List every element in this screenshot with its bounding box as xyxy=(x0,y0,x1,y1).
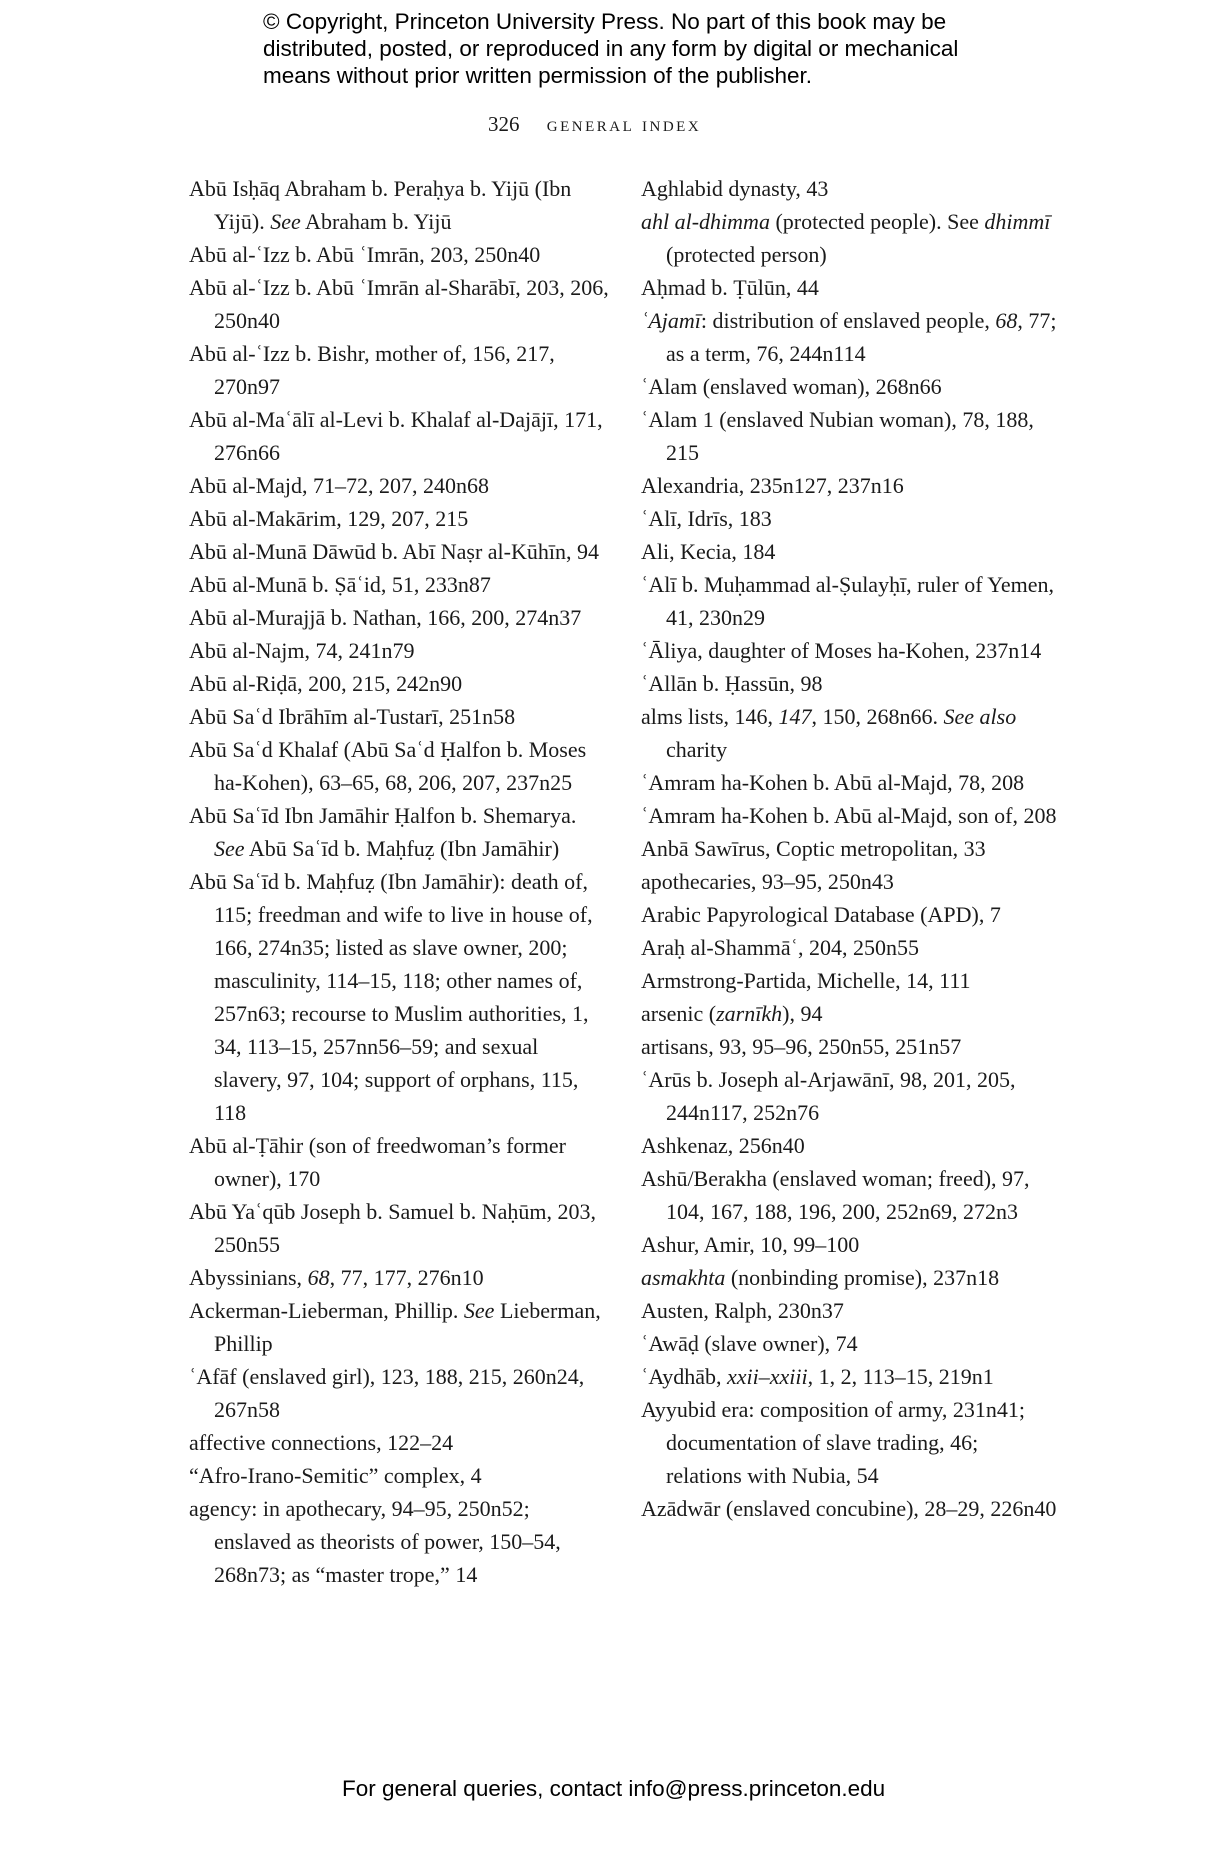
index-entry xyxy=(641,403,1059,469)
index-entry-text: Abyssinians, xyxy=(189,1265,308,1290)
index-entry xyxy=(641,997,1059,1030)
index-entry-text: Armstrong-Partida, Michelle, 14, 111 xyxy=(641,968,971,993)
index-entry-text: Araḥ al-Shammāʿ, 204, 250n55 xyxy=(641,935,919,960)
index-column-left xyxy=(189,172,609,1591)
index-entry xyxy=(641,931,1059,964)
index-entry-text: Ayyubid era: composition of army, 231n41; documentation of slave trading, 46; relations with Nubia, 54 xyxy=(641,1397,1025,1488)
index-entry xyxy=(189,271,609,337)
index-entry xyxy=(189,1195,609,1261)
index-entry-text: Abū al-Najm, 74, 241n79 xyxy=(189,638,415,663)
index-entry xyxy=(641,502,1059,535)
index-entry-text: See xyxy=(947,209,979,234)
page-number: 326 xyxy=(488,112,520,136)
index-entry xyxy=(189,1492,609,1591)
copyright-notice xyxy=(263,8,1023,89)
index-entry xyxy=(189,172,609,238)
index-entry-text: ʿAwāḍ (slave owner), 74 xyxy=(641,1331,858,1356)
index-entry xyxy=(189,502,609,535)
index-entry-text: Abū al-Makārim, 129, 207, 215 xyxy=(189,506,469,531)
index-entry xyxy=(641,1294,1059,1327)
index-entry-text: Ashū/Berakha (enslaved woman; freed), 97, 104, 167, 188, 196, 200, 252n69, 272n3 xyxy=(641,1166,1030,1224)
index-entry-text: Abū Saʿd Khalaf (Abū Saʿd Ḥalfon b. Moses ha-Kohen), 63–65, 68, 206, 207, 237n25 xyxy=(189,737,587,795)
index-entry xyxy=(189,568,609,601)
index-entry-text: (protected people). xyxy=(769,209,948,234)
index-entry-text: Abū al-Munā b. Ṣāʿid, 51, 233n87 xyxy=(189,572,491,597)
index-entry-text: , 77; as a term, 76, 244n114 xyxy=(666,308,1057,366)
index-entry xyxy=(189,535,609,568)
running-head xyxy=(488,112,701,137)
index-entry-text: Abū Yaʿqūb Joseph b. Samuel b. Naḥūm, 203, 250n55 xyxy=(189,1199,596,1257)
index-entry xyxy=(641,304,1059,370)
page-title: general index xyxy=(546,112,702,136)
index-entry xyxy=(189,601,609,634)
copyright-line: means without prior written permission of the publisher. xyxy=(263,63,813,88)
index-entry xyxy=(641,766,1059,799)
index-entry xyxy=(189,1360,609,1426)
index-entry-text: alms lists, 146, xyxy=(641,704,779,729)
footer-contact: For general queries, contact info@press.princeton.edu xyxy=(342,1776,886,1801)
index-entry xyxy=(641,667,1059,700)
index-entry-text: Ashur, Amir, 10, 99–100 xyxy=(641,1232,860,1257)
index-entry-text: Abū al-ʿIzz b. Bishr, mother of, 156, 217, 270n97 xyxy=(189,341,555,399)
index-entry-text: Azādwār (enslaved concubine), 28–29, 226n40 xyxy=(641,1496,1057,1521)
index-entry-text: Aḥmad b. Ṭūlūn, 44 xyxy=(641,275,819,300)
index-entry xyxy=(189,700,609,733)
index-entry-italic-text: dhimmī xyxy=(984,209,1051,234)
index-entry xyxy=(189,865,609,1129)
index-entry-text: ʿAlī b. Muḥammad al-Ṣulayḥī, ruler of Yemen, 41, 230n29 xyxy=(641,572,1055,630)
index-entry-italic-text: 68 xyxy=(995,308,1018,333)
index-entry xyxy=(189,667,609,700)
index-entry xyxy=(189,1426,609,1459)
index-entry-text: Abū al-Murajjā b. Nathan, 166, 200, 274n37 xyxy=(189,605,582,630)
index-entry-text: Abū Isḥāq Abraham b. Peraḥya b. Yijū (Ibn Yijū). xyxy=(189,176,572,234)
index-entry xyxy=(641,1162,1059,1228)
index-entry xyxy=(189,238,609,271)
index-entry-text: Abū al-Majd, 71–72, 207, 240n68 xyxy=(189,473,490,498)
index-entry-text: Ashkenaz, 256n40 xyxy=(641,1133,805,1158)
index-entry xyxy=(641,1360,1059,1393)
index-entry-italic-text: asmakhta xyxy=(641,1265,726,1290)
index-entry xyxy=(189,1459,609,1492)
index-entry-text: Arabic Papyrological Database (APD), 7 xyxy=(641,902,1001,927)
index-entry-text: ʿAfāf (enslaved girl), 123, 188, 215, 260n24, 267n58 xyxy=(189,1364,585,1422)
index-entry xyxy=(641,172,1059,205)
index-entry xyxy=(641,1129,1059,1162)
index-entry xyxy=(189,799,609,865)
index-entry-italic-text: 68 xyxy=(307,1265,330,1290)
index-entry-text: , 1, 2, 113–15, 219n1 xyxy=(807,1364,994,1389)
index-entry-text: ʿAmram ha-Kohen b. Abū al-Majd, 78, 208 xyxy=(641,770,1025,795)
index-entry-text: artisans, 93, 95–96, 250n55, 251n57 xyxy=(641,1034,962,1059)
index-entry-text: Abū al-Maʿālī al-Levi b. Khalaf al-Dajājī, 171, 276n66 xyxy=(189,407,603,465)
index-entry-text: Abū Saʿd Ibrāhīm al-Tustarī, 251n58 xyxy=(189,704,516,729)
index-entry-text: ʿAlam (enslaved woman), 268n66 xyxy=(641,374,942,399)
index-entry-text: Abraham b. Yijū xyxy=(300,209,452,234)
index-entry xyxy=(641,865,1059,898)
index-entry-text: ʿArūs b. Joseph al-Arjawānī, 98, 201, 205, 244n117, 252n76 xyxy=(641,1067,1016,1125)
index-entry-text: Anbā Sawīrus, Coptic metropolitan, 33 xyxy=(641,836,986,861)
index-entry xyxy=(641,700,1059,766)
copyright-line: distributed, posted, or reproduced in any form by digital or mechanical xyxy=(263,36,959,61)
index-entry xyxy=(189,733,609,799)
index-entry xyxy=(189,634,609,667)
index-entry-text: (protected person) xyxy=(666,242,827,267)
index-entry-text: Aghlabid dynasty, 43 xyxy=(641,176,829,201)
index-entry-italic-text: zarnīkh xyxy=(716,1001,783,1026)
index-entry-text: Alexandria, 235n127, 237n16 xyxy=(641,473,904,498)
index-entry-italic-text: See xyxy=(270,209,301,234)
index-entry-text: Abū al-ʿIzz b. Abū ʿImrān al-Sharābī, 203, 206, 250n40 xyxy=(189,275,609,333)
index-entry xyxy=(189,1261,609,1294)
index-entry xyxy=(189,337,609,403)
index-entry-text: Abū Saʿīd Ibn Jamāhir Ḥalfon b. Shemarya. xyxy=(189,803,577,828)
index-entry xyxy=(641,271,1059,304)
index-entry xyxy=(641,1327,1059,1360)
index-entry xyxy=(641,1030,1059,1063)
index-entry-italic-text: See xyxy=(463,1298,495,1323)
index-entry-text: ʿAydhāb, xyxy=(641,1364,727,1389)
index-entry-text: agency: in apothecary, 94–95, 250n52; enslaved as theorists of power, 150–54, 268n73; as “master trope,” 14 xyxy=(189,1496,561,1587)
index-entry xyxy=(641,898,1059,931)
index-entry xyxy=(641,205,1059,271)
index-entry-text: ʿAlī, Idrīs, 183 xyxy=(641,506,772,531)
index-entry-italic-text: See also xyxy=(943,704,1017,729)
index-entry-italic-text: ʿAjamī xyxy=(641,308,701,333)
index-entry-text: , 77, 177, 276n10 xyxy=(329,1265,484,1290)
index-entry-text: Austen, Ralph, 230n37 xyxy=(641,1298,844,1323)
index-entry xyxy=(641,1492,1059,1525)
index-entry-text: : distribution of enslaved people, xyxy=(700,308,996,333)
index-entry-text: Abū Saʿīd b. Maḥfuẓ (Ibn Jamāhir) xyxy=(244,836,560,861)
index-entry-text: Abū al-ʿIzz b. Abū ʿImrān, 203, 250n40 xyxy=(189,242,541,267)
index-entry-text: Abū Saʿīd b. Maḥfuẓ (Ibn Jamāhir): death of, 115; freedman and wife to live in house of, 166, 274n35; listed as slave owner, 200; masculinity, 114–15, 118; other names of, 257n63; recourse to Muslim authorities, 1, 34, 113–15, 257nn56–59; and sexual slavery, 97, 104; support of orphans, 115, 118 xyxy=(189,869,593,1125)
index-entry-text: (nonbinding promise), 237n18 xyxy=(725,1265,1000,1290)
index-entry-text: Abū al-Munā Dāwūd b. Abī Naṣr al-Kūhīn, 94 xyxy=(189,539,599,564)
index-entry-text: Ackerman-Lieberman, Phillip. xyxy=(189,1298,464,1323)
index-entry xyxy=(641,634,1059,667)
index-entry-italic-text: ahl al-dhimma xyxy=(641,209,770,234)
index-entry xyxy=(641,832,1059,865)
index-entry xyxy=(641,370,1059,403)
index-entry-text: apothecaries, 93–95, 250n43 xyxy=(641,869,894,894)
index-entry xyxy=(641,799,1059,832)
index-entry-text: arsenic ( xyxy=(641,1001,717,1026)
index-entry-text: Abū al-Riḍā, 200, 215, 242n90 xyxy=(189,671,463,696)
index-column-right xyxy=(641,172,1059,1525)
index-entry-text: ), 94 xyxy=(782,1001,823,1026)
index-entry xyxy=(641,568,1059,634)
index-entry-text: Lieberman, Phillip xyxy=(214,1298,601,1356)
index-entry xyxy=(189,1129,609,1195)
copyright-line: © Copyright, Princeton University Press. No part of this book may be xyxy=(263,9,947,34)
index-entry-text: affective connections, 122–24 xyxy=(189,1430,454,1455)
index-entry xyxy=(189,1294,609,1360)
index-entry xyxy=(641,469,1059,502)
index-entry xyxy=(641,1063,1059,1129)
index-entry xyxy=(641,964,1059,997)
index-entry-text: ʿAmram ha-Kohen b. Abū al-Majd, son of, 208 xyxy=(641,803,1057,828)
index-entry-text: Abū al-Ṭāhir (son of freedwoman’s former owner), 170 xyxy=(189,1133,566,1191)
index-entry xyxy=(189,469,609,502)
index-entry xyxy=(641,1228,1059,1261)
index-entry-text: charity xyxy=(666,737,728,762)
index-entry-text: “Afro-Irano-Semitic” complex, 4 xyxy=(189,1463,482,1488)
index-entry xyxy=(641,1393,1059,1492)
index-entry-text: ʿĀliya, daughter of Moses ha-Kohen, 237n14 xyxy=(641,638,1042,663)
index-entry xyxy=(641,535,1059,568)
index-entry xyxy=(189,403,609,469)
index-entry-text: , 150, 268n66. xyxy=(811,704,944,729)
index-entry-italic-text: xxii–xxiii xyxy=(726,1364,808,1389)
index-entry-italic-text: 147 xyxy=(778,704,812,729)
index-entry-italic-text: See xyxy=(214,836,245,861)
index-entry xyxy=(641,1261,1059,1294)
index-entry-text: ʿAlam 1 (enslaved Nubian woman), 78, 188, 215 xyxy=(641,407,1034,465)
index-entry-text: Ali, Kecia, 184 xyxy=(641,539,776,564)
index-entry-text: ʿAllān b. Ḥassūn, 98 xyxy=(641,671,823,696)
